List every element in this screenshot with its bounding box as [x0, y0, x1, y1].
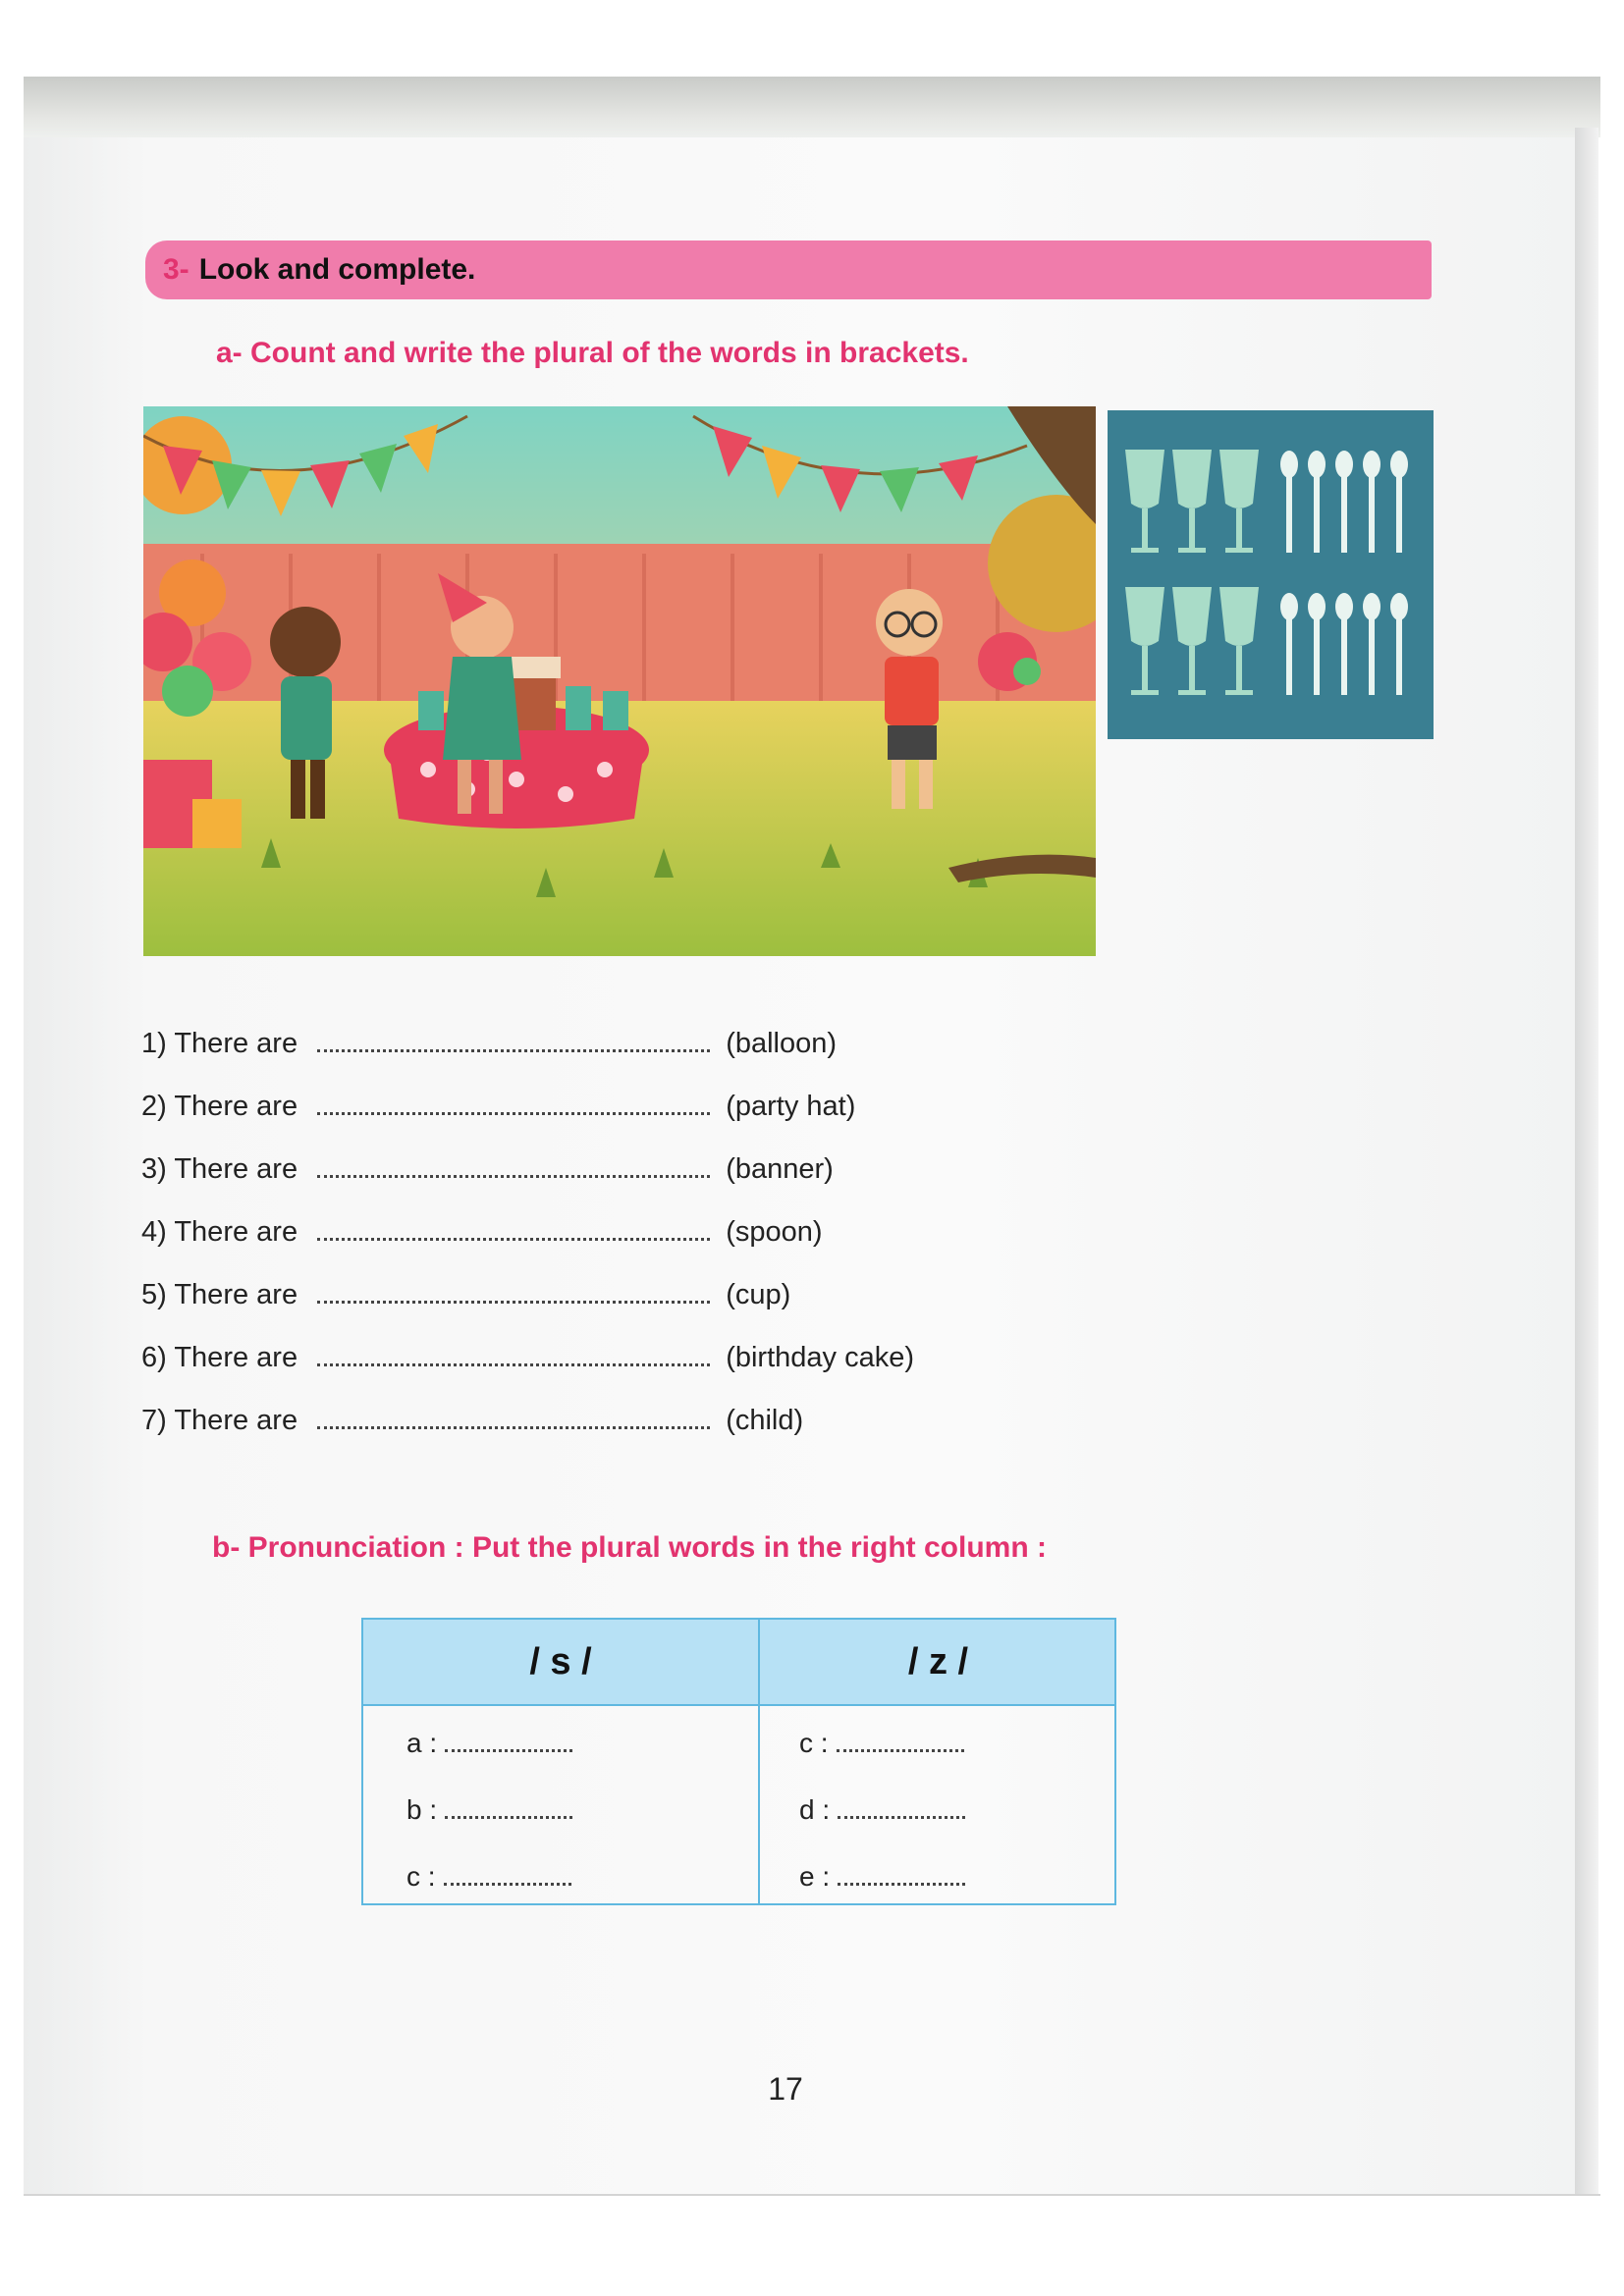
answer-blank[interactable] [317, 1091, 710, 1115]
section-title: Look and complete. [198, 253, 476, 286]
table-cell[interactable] [406, 1728, 572, 1759]
cell-label: c : [799, 1728, 829, 1758]
table-cell[interactable] [799, 1794, 965, 1826]
sentence-2 [141, 1091, 855, 1123]
answer-blank[interactable] [317, 1153, 710, 1178]
sentence-number: 7) [141, 1405, 167, 1436]
sentence-text: There are [174, 1405, 298, 1436]
sentence-number: 3) [141, 1153, 167, 1185]
table-cell[interactable] [799, 1861, 965, 1893]
bracket-word: (banner) [726, 1153, 834, 1185]
bracket-word: (party hat) [726, 1091, 856, 1122]
cell-blank[interactable] [838, 1796, 965, 1819]
answer-blank[interactable] [317, 1405, 710, 1429]
answer-blank[interactable] [317, 1216, 710, 1241]
section-header [145, 240, 1432, 299]
bracket-word: (child) [726, 1405, 804, 1436]
cell-label: e : [799, 1861, 831, 1892]
answer-blank[interactable] [317, 1279, 710, 1304]
page-bottom-edge [24, 2194, 1600, 2196]
cell-blank[interactable] [445, 1730, 572, 1752]
sentence-6 [141, 1342, 914, 1374]
table-cell[interactable] [406, 1861, 571, 1893]
section-number: 3- [163, 253, 189, 286]
table-cell[interactable] [406, 1794, 572, 1826]
sentence-text: There are [174, 1216, 298, 1248]
answer-blank[interactable] [317, 1342, 710, 1366]
part-a-heading: a- Count and write the plural of the words in brackets. [216, 337, 969, 369]
sentence-1 [141, 1028, 837, 1060]
bracket-word: (balloon) [726, 1028, 838, 1059]
sentence-number: 1) [141, 1028, 167, 1059]
bracket-word: (birthday cake) [726, 1342, 915, 1373]
cell-blank[interactable] [837, 1730, 964, 1752]
page-edge [1575, 128, 1598, 2194]
sentence-text: There are [174, 1028, 298, 1059]
pronunciation-table [361, 1618, 1116, 1905]
scan-shadow [24, 77, 1600, 137]
cutlery-illustration [1108, 410, 1434, 739]
sentence-7 [141, 1405, 803, 1437]
column-header-s: / s / [529, 1640, 592, 1682]
part-b-heading: b- Pronunciation : Put the plural words in the right column : [212, 1531, 1047, 1564]
cell-label: d : [799, 1794, 831, 1825]
sentence-text: There are [174, 1342, 298, 1373]
sentence-text: There are [174, 1153, 298, 1185]
sentence-text: There are [174, 1279, 298, 1310]
bracket-word: (cup) [726, 1279, 791, 1310]
party-illustration [143, 406, 1096, 956]
cell-blank[interactable] [444, 1863, 571, 1886]
table-cell[interactable] [799, 1728, 964, 1759]
page-number: 17 [768, 2071, 803, 2107]
cell-blank[interactable] [445, 1796, 572, 1819]
sentence-text: There are [174, 1091, 298, 1122]
bracket-word: (spoon) [726, 1216, 823, 1248]
answer-blank[interactable] [317, 1028, 710, 1052]
sentence-3 [141, 1153, 834, 1186]
column-header-z: / z / [907, 1640, 969, 1682]
sentence-number: 2) [141, 1091, 167, 1122]
cell-label: c : [406, 1861, 436, 1892]
sentence-number: 4) [141, 1216, 167, 1248]
cell-label: a : [406, 1728, 438, 1758]
cell-label: b : [406, 1794, 438, 1825]
sentence-number: 6) [141, 1342, 167, 1373]
sentence-number: 5) [141, 1279, 167, 1310]
sentence-4 [141, 1216, 823, 1249]
sentence-5 [141, 1279, 790, 1311]
cell-blank[interactable] [838, 1863, 965, 1886]
